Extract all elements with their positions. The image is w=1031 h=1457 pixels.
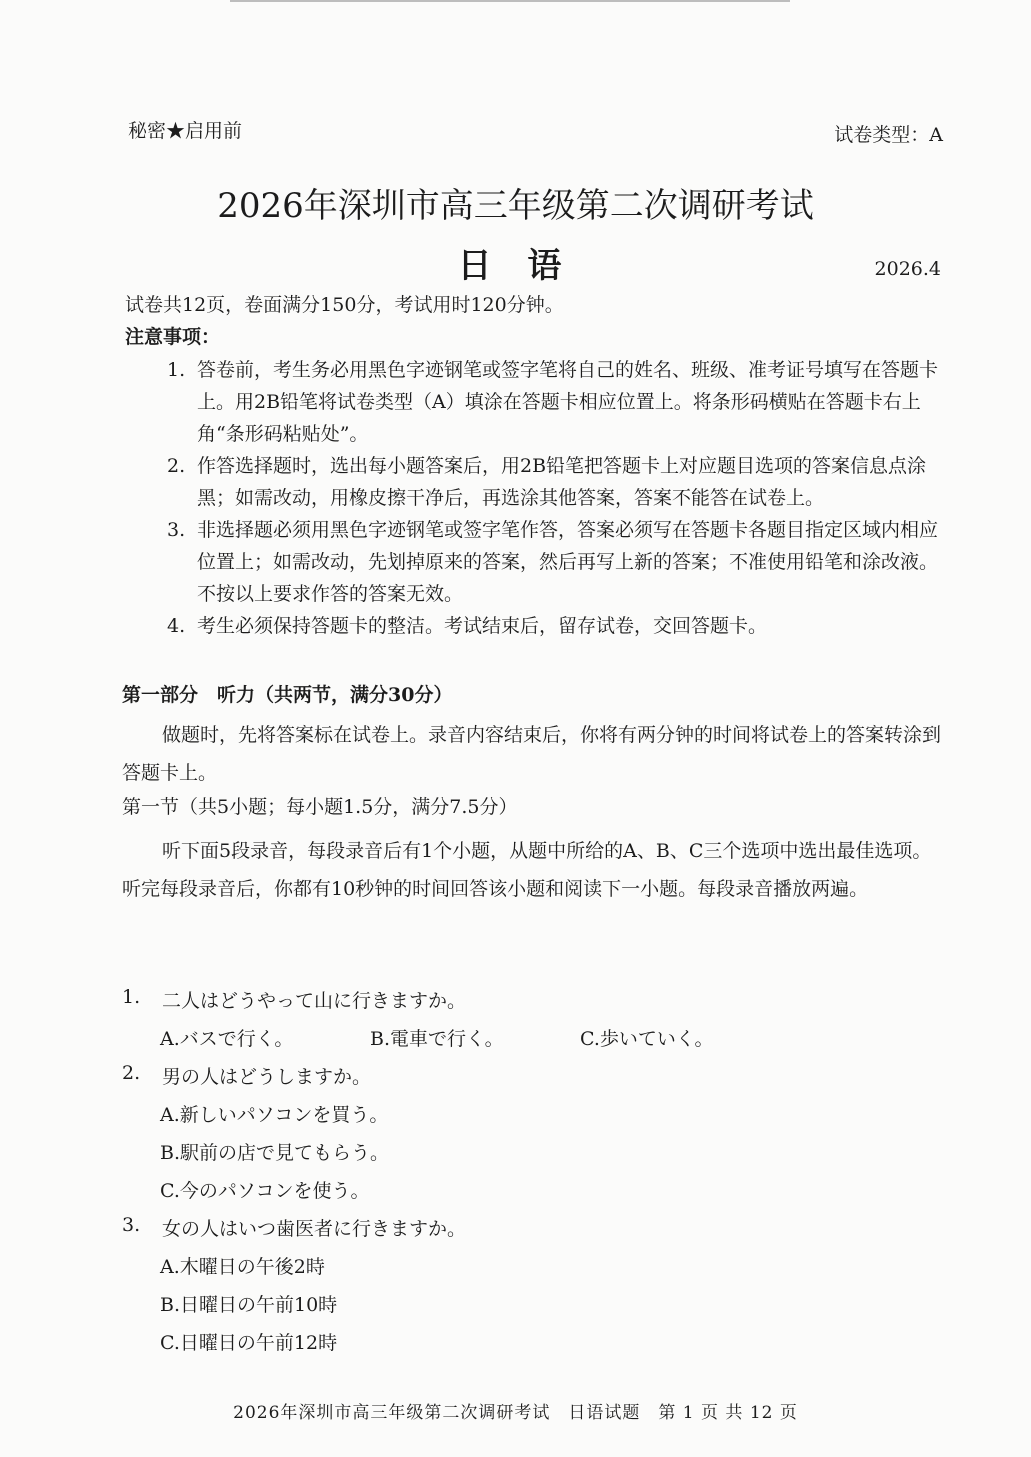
notice-item [167,610,947,642]
exam-date: 2026.4 [874,258,941,280]
option-c: C.歩いていく。 [580,1028,714,1050]
question-text: 二人はどうやって山に行きますか。 [162,990,467,1012]
part1-instruction: 做题时，先将答案标在试卷上。录音内容结束后，你将有两分钟的时间将试卷上的答案转涂到答题卡上。 [122,724,942,784]
option-c: C.日曜日の午前12時 [160,1332,338,1354]
part1-title: 第一部分 听力（共两节，满分30分） [122,684,453,706]
option-a: A.バスで行く。 [160,1028,294,1050]
notice-item-text: 非选择题必须用黑色字迹钢笔或签字笔作答，答案必须写在答题卡各题目指定区域内相应位置上；如需改动，先划掉原来的答案，然后再写上新的答案；不准使用铅笔和涂改液。不按以上要求作答的答案无效。 [197,519,939,605]
option-b: B.電車で行く。 [370,1028,504,1050]
option-c: C.今のパソコンを使う。 [160,1180,370,1202]
notice-item-text: 答卷前，考生务必用黑色字迹钢笔或签字笔将自己的姓名、班级、准考证号填写在答题卡上。用2B铅笔将试卷类型（A）填涂在答题卡相应位置上。将条形码横贴在答题卡右上角“条形码粘贴处”。 [197,359,939,445]
question-number: 2. [122,1062,141,1084]
notice-item-text: 作答选择题时，选出每小题答案后，用2B铅笔把答题卡上对应题目选项的答案信息点涂黑；如需改动，用橡皮擦干净后，再选涂其他答案，答案不能答在试卷上。 [197,455,927,509]
page-footer: 2026年深圳市高三年级第二次调研考试 日语试题 第 1 页 共 12 页 [233,1403,798,1423]
question-text: 女の人はいつ歯医者に行きますか。 [162,1218,467,1240]
question-number: 3. [122,1214,141,1236]
notice-item-number: 3. [167,519,186,541]
option-a: A.新しいパソコンを買う。 [160,1104,389,1126]
notice-item-text: 考生必须保持答题卡的整洁。考试结束后，留存试卷，交回答题卡。 [197,615,768,637]
confidential-label: 秘密★启用前 [128,120,243,142]
notice-item [167,354,947,450]
notice-title: 注意事项： [125,326,221,348]
section1-title: 第一节（共5小题；每小题1.5分，满分7.5分） [122,796,518,818]
paper-type-label: 试卷类型：A [834,124,943,146]
option-b: B.駅前の店で見てもらう。 [160,1142,390,1164]
notice-list [167,354,947,642]
scan-edge-line [230,0,790,2]
question-text: 男の人はどうしますか。 [162,1066,372,1088]
notice-item-number: 4. [167,615,186,637]
notice-item-number: 2. [167,455,186,477]
subject-title: 日 语 [457,246,574,286]
pages-info: 试卷共12页，卷面满分150分，考试用时120分钟。 [125,294,564,316]
notice-item [167,514,947,610]
notice-item-number: 1. [167,359,186,381]
option-b: B.日曜日の午前10時 [160,1294,338,1316]
exam-title: 2026年深圳市高三年级第二次调研考试 [217,186,814,226]
notice-item [167,450,947,514]
option-a: A.木曜日の午後2時 [160,1256,325,1278]
section1-instruction: 听下面5段录音，每段录音后有1个小题，从题中所给的A、B、C三个选项中选出最佳选项。听完每段录音后，你都有10秒钟的时间回答该小题和阅读下一小题。每段录音播放两遍。 [122,840,932,900]
question-number: 1. [122,986,141,1008]
